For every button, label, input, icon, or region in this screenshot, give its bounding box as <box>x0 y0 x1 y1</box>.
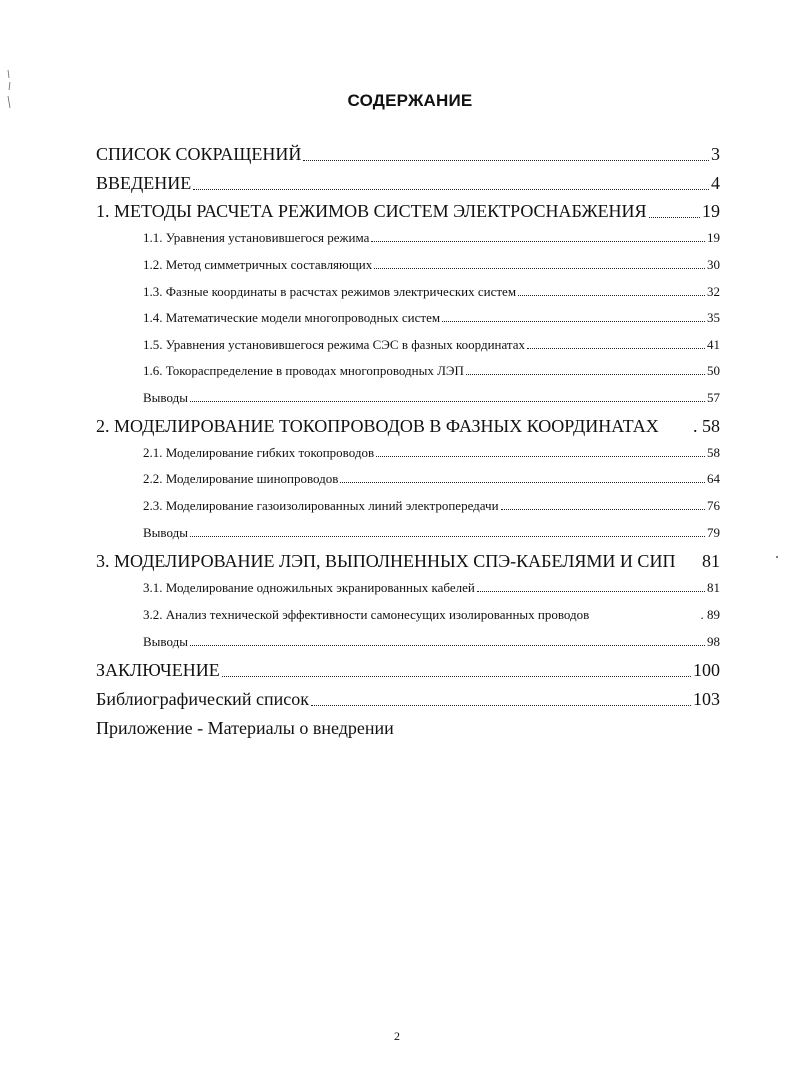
toc-entry-label: 3. МОДЕЛИРОВАНИЕ ЛЭП, ВЫПОЛНЕННЫХ СПЭ-КАБЕЛЯМИ И СИП <box>96 551 676 571</box>
toc-entry-page: 4 <box>711 173 720 193</box>
dot-leader <box>591 617 698 619</box>
toc-entry-page: 3 <box>711 144 720 164</box>
toc-entry <box>143 284 720 300</box>
toc-entry-page: 57 <box>707 390 720 405</box>
toc-entry-page: 30 <box>707 257 720 272</box>
toc-entry-label: 1. МЕТОДЫ РАСЧЕТА РЕЖИМОВ СИСТЕМ ЭЛЕКТРОСНАБЖЕНИЯ <box>96 201 647 221</box>
toc-entry-page: 19 <box>707 230 720 245</box>
dot-leader <box>190 535 705 537</box>
toc-entry-label: 3.2. Анализ технической эффективности самонесущих изолированных проводов <box>143 607 590 622</box>
dot-leader <box>442 320 705 322</box>
dot-leader <box>311 704 691 706</box>
toc-entry <box>143 525 720 541</box>
toc-entry <box>143 607 720 623</box>
toc-entry-page: 103 <box>693 689 720 709</box>
toc-entry-page: 41 <box>707 337 720 352</box>
dot-leader <box>466 373 705 375</box>
toc-entry-page: 79 <box>707 525 720 540</box>
toc-entry-page: 50 <box>707 363 720 378</box>
toc-entry-page: 98 <box>707 634 720 649</box>
page-title: СОДЕРЖАНИЕ <box>347 91 473 110</box>
toc-entry-page: 58 <box>707 445 720 460</box>
toc-entry <box>96 660 720 681</box>
dot-leader <box>222 675 691 677</box>
toc-entry-label: 2. МОДЕЛИРОВАНИЕ ТОКОПРОВОДОВ В ФАЗНЫХ КООРДИНАТАХ <box>96 416 659 436</box>
toc-entry-label: 1.6. Токораспределение в проводах многопроводных ЛЭП <box>143 363 464 378</box>
toc-entry <box>143 580 720 596</box>
toc-entry-label: Выводы <box>143 634 188 649</box>
toc-entry <box>96 689 720 710</box>
toc-entry <box>96 144 720 165</box>
toc-entry-label: 1.2. Метод симметричных составляющих <box>143 257 373 272</box>
dot-leader <box>376 455 705 457</box>
toc-entry <box>143 634 720 650</box>
toc-entry-page: 35 <box>707 310 720 325</box>
toc-entry-label: ВВЕДЕНИЕ <box>96 173 192 193</box>
toc-entry-page: 100 <box>693 660 720 680</box>
dot-leader <box>303 159 709 161</box>
toc-entry-page: 32 <box>707 284 720 299</box>
toc-entry <box>143 230 720 246</box>
toc-entry <box>143 445 720 461</box>
toc-entry-label: 1.4. Математические модели многопроводных систем <box>143 310 441 325</box>
toc-entry-page: 19 <box>702 201 720 221</box>
toc-entry <box>143 257 720 273</box>
toc-entry-label: Выводы <box>143 390 188 405</box>
dot-leader <box>190 400 705 402</box>
toc-entry-label: 2.2. Моделирование шинопроводов <box>143 471 339 486</box>
scan-artifact-dot <box>776 556 778 558</box>
toc-entry-page: 76 <box>707 498 720 513</box>
toc-entry <box>143 471 720 487</box>
toc-entry-label: ЗАКЛЮЧЕНИЕ <box>96 660 220 680</box>
toc-entry-label: Приложение - Материалы о внедрении <box>96 718 394 738</box>
dot-leader <box>649 216 700 218</box>
toc-entry-label: 2.1. Моделирование гибких токопроводов <box>143 445 375 460</box>
toc-entry <box>96 416 720 437</box>
toc-entry <box>96 201 720 222</box>
toc-entry <box>143 310 720 326</box>
toc-entry-page: . 89 <box>700 607 720 622</box>
dot-leader <box>477 590 705 592</box>
toc-entry-label: 1.3. Фазные координаты в расчстах режимов электрических систем <box>143 284 517 299</box>
dot-leader <box>371 240 705 242</box>
toc-entry <box>143 390 720 406</box>
dot-leader <box>190 644 705 646</box>
dot-leader <box>661 431 691 433</box>
dot-leader <box>340 481 705 483</box>
dot-leader <box>501 508 705 510</box>
toc-entry-page: 81 <box>707 580 720 595</box>
toc-entry-label: Выводы <box>143 525 188 540</box>
toc-entry <box>143 337 720 353</box>
toc-entry <box>143 363 720 379</box>
toc-entry-label: Библиографический список <box>96 689 309 709</box>
toc-entry-page: 81 <box>702 551 720 571</box>
dot-leader <box>518 294 705 296</box>
dot-leader <box>675 566 702 568</box>
dot-leader <box>374 267 705 269</box>
toc-entry-label: 1.1. Уравнения установившегося режима <box>143 230 370 245</box>
page-number: 2 <box>394 1029 400 1043</box>
toc-entry <box>96 173 720 194</box>
dot-leader <box>527 347 705 349</box>
toc-entry-label: 2.3. Моделирование газоизолированных линий электропередачи <box>143 498 499 513</box>
toc-entry <box>96 551 720 572</box>
toc-entry-page: . 58 <box>693 416 720 436</box>
toc-entry <box>143 498 720 514</box>
toc-entry-label: 1.5. Уравнения установившегося режима СЭС в фазных координатах <box>143 337 526 352</box>
dot-leader <box>193 188 709 190</box>
toc-entry <box>96 718 720 739</box>
toc-entry-label: 3.1. Моделирование одножильных экранированных кабелей <box>143 580 475 595</box>
toc-entry-label: СПИСОК СОКРАЩЕНИЙ <box>96 144 302 164</box>
toc-entry-page: 64 <box>707 471 720 486</box>
